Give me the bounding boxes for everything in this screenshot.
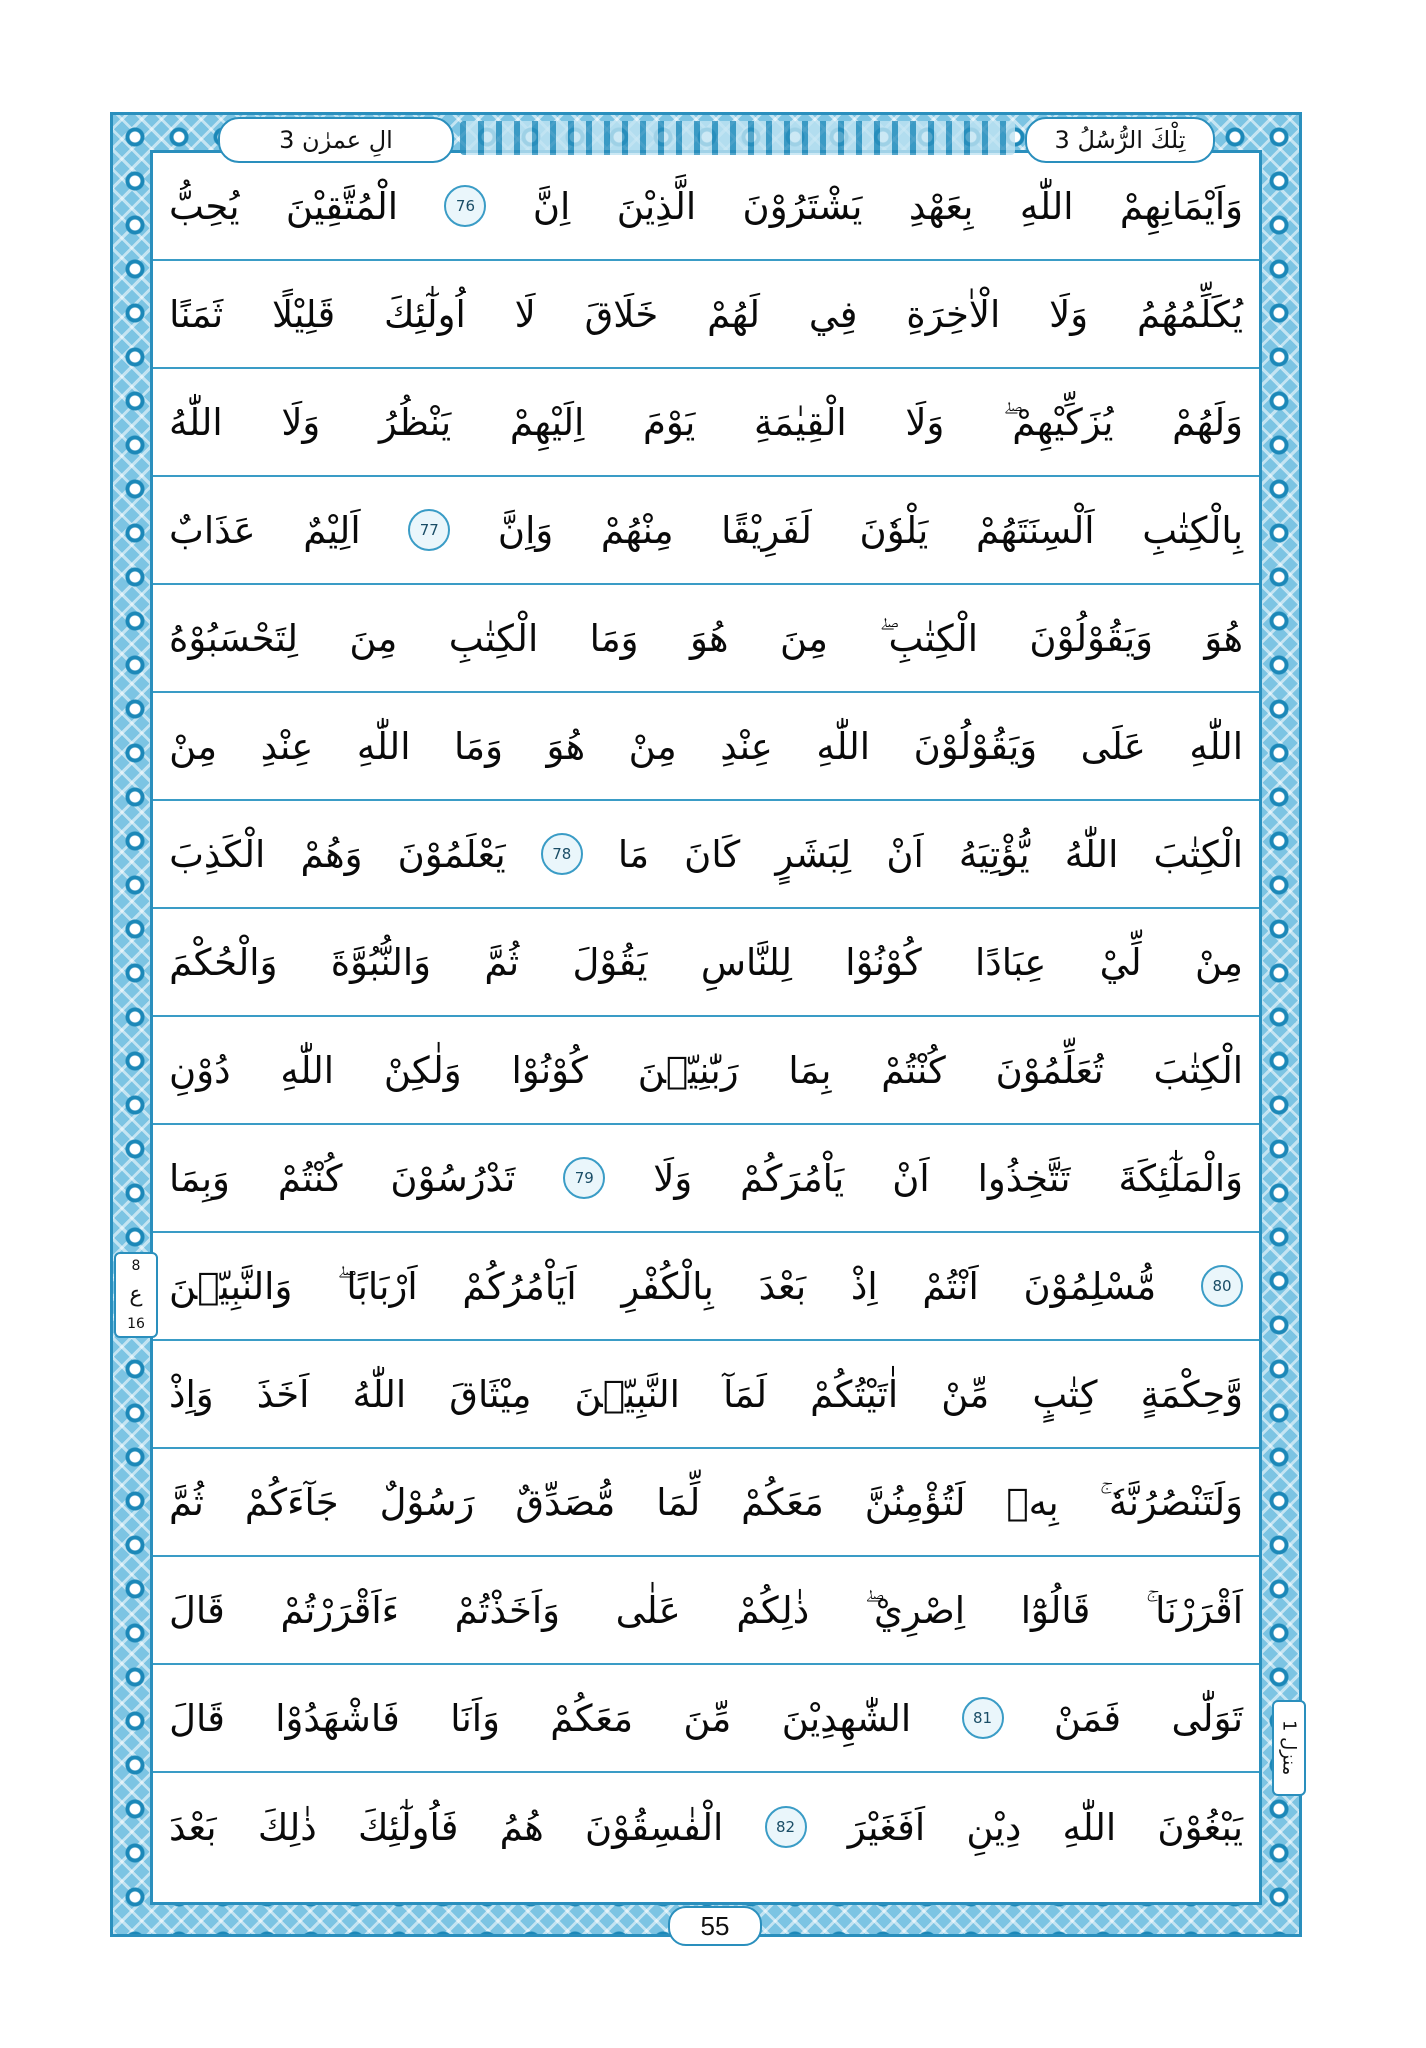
verse-word: اِصْرِيْ ۖ [864, 1588, 966, 1632]
verse-word: وَلَهُمْ [1172, 400, 1243, 444]
verse-word: وَاِذْ [169, 1372, 214, 1416]
verse-word: مَا [617, 832, 650, 876]
verse-word: بِعَهْدِ [908, 184, 974, 228]
verse-word: هُوَ [546, 724, 586, 768]
verse-word: اللّٰهِ [356, 724, 411, 768]
verse-word: الْكَذِبَ [169, 832, 266, 876]
verse-word: وَاَيْمَانِهِمْ [1119, 184, 1243, 228]
ayah-number-marker: 81 [962, 1697, 1004, 1739]
verse-word: هُوَ [1204, 616, 1243, 660]
verse-word: يَلْوٗنَ [859, 508, 929, 552]
verse-line [153, 909, 1259, 1017]
verse-word: اللّٰهِ [1189, 724, 1243, 768]
verse-word: اللّٰهُ [352, 1372, 407, 1416]
verse-word: مِنْ [1195, 940, 1243, 984]
verse-word: اَقْرَرْنَا ۚ [1145, 1588, 1243, 1632]
verse-word: لِتَحْسَبُوْهُ [169, 616, 298, 660]
verse-word: وَاَخَذْتُمْ [454, 1588, 560, 1632]
verse-word: قَالُوْٓا [1020, 1588, 1091, 1632]
verse-word: فَاشْهَدُوْا [275, 1696, 400, 1740]
verse-word: وَلَا [653, 1156, 693, 1200]
verse-line [153, 801, 1259, 909]
verse-word: خَلَاقَ [584, 292, 659, 336]
verse-word: مِنْ [169, 724, 218, 768]
verse-word: ءَاَقْرَرْتُمْ [280, 1588, 400, 1632]
verse-word: وَاَنَا [450, 1696, 500, 1740]
verse-word: وَلَا [1049, 292, 1089, 336]
verse-line [153, 1449, 1259, 1557]
verse-word: اَلِيْمٌ [303, 508, 361, 552]
verse-line [153, 369, 1259, 477]
verse-word: اَنْتُمْ [922, 1264, 979, 1308]
verse-word: مِّنْ [941, 1372, 990, 1416]
verse-word: يَنْظُرُ [379, 400, 452, 444]
verse-word: عِبَادًا [975, 940, 1047, 984]
verse-word: دُوْنِ [169, 1048, 231, 1092]
verse-word: لَمَآ [723, 1372, 768, 1416]
verse-line [153, 1557, 1259, 1665]
verse-word: اللّٰهِ [280, 1048, 335, 1092]
surah-name-text: الِ عمرٰن 3 [279, 126, 393, 154]
verse-word: يَقُوْلَ [572, 940, 648, 984]
verse-word: عِنْدِ [720, 724, 773, 768]
verse-word: اَخَذَ [256, 1372, 310, 1416]
verse-word: ثُمَّ [484, 940, 520, 984]
verse-word: وَلٰكِنْ [383, 1048, 462, 1092]
verse-word: كُنْتُمْ [277, 1156, 343, 1200]
verse-word: ذٰلِكُمْ [736, 1588, 810, 1632]
verse-word: مَعَكُمْ [741, 1480, 824, 1524]
verse-word: فَاُولٰٓئِكَ [357, 1805, 459, 1849]
verse-word: هُمُ [499, 1805, 544, 1849]
verse-word: وَالْحُكْمَ [169, 940, 278, 984]
verse-word: اللّٰهِ [1019, 184, 1074, 228]
verse-word: دِيْنِ [966, 1805, 1022, 1849]
verse-word: الْقِيٰمَةِ [754, 400, 847, 444]
verse-line [153, 477, 1259, 585]
verse-word: وَلَتَنْصُرُنَّهٗ ۚ [1099, 1480, 1243, 1524]
verse-word: اَرْبَابًا ۖ [337, 1264, 418, 1308]
verse-word: عَذَابٌ [169, 508, 256, 552]
verse-word: عِنْدِ [260, 724, 314, 768]
verse-word: الْاٰخِرَةِ [906, 292, 1001, 336]
ruku-top-number: 8 [131, 1258, 141, 1274]
verse-word: الْكِتٰبِ ۖ [879, 616, 979, 660]
verse-word: وَمَا [454, 724, 503, 768]
verse-line [153, 585, 1259, 693]
verse-word: الْكِتٰبَ [1153, 832, 1243, 876]
verse-word: مِنَ [349, 616, 398, 660]
verse-word: تُعَلِّمُوْنَ [995, 1048, 1104, 1092]
verse-word: مِيْثَاقَ [449, 1372, 532, 1416]
verse-word: اللّٰهِ [1062, 1805, 1117, 1849]
verse-word: عَلَى [1080, 724, 1146, 768]
verse-word: وَالنَّبِيّٖنَ [169, 1264, 293, 1308]
verse-word: بَعْدَ [169, 1805, 217, 1849]
verse-word: كِتٰبٍ [1032, 1372, 1098, 1416]
verse-lines [153, 153, 1259, 1881]
verse-word: عَلٰى [615, 1588, 681, 1632]
verse-word: مِنْهُمْ [600, 508, 674, 552]
verse-word: اِلَيْهِمْ [509, 400, 585, 444]
verse-word: الشّٰهِدِيْنَ [781, 1696, 912, 1740]
verse-word: يُّؤْتِيَهُ [958, 832, 1030, 876]
verse-word: قَالَ [169, 1588, 225, 1632]
verse-word: اَنْ [892, 1156, 930, 1200]
verse-word: مِنْ [628, 724, 677, 768]
verse-word: لَتُؤْمِنُنَّ [864, 1480, 966, 1524]
verse-word: تَوَلّٰى [1171, 1696, 1243, 1740]
verse-word: بِالْكِتٰبِ [1142, 508, 1243, 552]
verse-line [153, 693, 1259, 801]
verse-word: اللّٰهُ [1064, 832, 1119, 876]
verse-word: رَسُوْلٌ [379, 1480, 475, 1524]
verse-word: تَتَّخِذُوا [977, 1156, 1071, 1200]
ayah-number-marker: 80 [1201, 1265, 1243, 1307]
verse-line [153, 1125, 1259, 1233]
verse-word: يَاْمُرَكُمْ [740, 1156, 845, 1200]
verse-word: لَا [514, 292, 536, 336]
ruku-marker [114, 1252, 158, 1338]
verse-word: اِذْ [850, 1264, 878, 1308]
verse-word: مَعَكُمْ [550, 1696, 634, 1740]
verse-word: وَلَا [905, 400, 945, 444]
verse-line [153, 1017, 1259, 1125]
verse-line [153, 1773, 1259, 1881]
verse-word: لَفَرِيْقًا [721, 508, 812, 552]
manzil-text: منزل 1 [1278, 1720, 1300, 1776]
verse-word: الَّذِيْنَ [616, 184, 697, 228]
verse-word: اُولٰٓئِكَ [384, 292, 466, 336]
verse-word: وَّحِكْمَةٍ [1140, 1372, 1243, 1416]
verse-word: يُكَلِّمُهُمُ [1136, 292, 1243, 336]
verse-word: وَلَا [281, 400, 321, 444]
verse-word: وَهُمْ [300, 832, 363, 876]
verse-word: الْكِتٰبَ [1153, 1048, 1243, 1092]
verse-word: قَالَ [169, 1696, 225, 1740]
verse-word: اِنَّ [532, 184, 571, 228]
ayah-number-marker: 76 [444, 185, 486, 227]
verse-word: ثُمَّ [169, 1480, 204, 1524]
ayah-number-marker: 78 [541, 833, 583, 875]
juz-name-text: تِلْكَ الرُّسُلُ 3 [1054, 126, 1186, 154]
verse-word: الْكِتٰبِ [448, 616, 539, 660]
verse-word: يَعْلَمُوْنَ [397, 832, 506, 876]
verse-word: يُزَكِّيْهِمْ ۖ [1003, 400, 1114, 444]
ayah-number-marker: 77 [408, 509, 450, 551]
verse-word: الْمُتَّقِيْنَ [285, 184, 399, 228]
verse-line [153, 1233, 1259, 1341]
ayah-number-marker: 82 [765, 1806, 807, 1848]
verse-line [153, 153, 1259, 261]
verse-word: وَاِنَّ [497, 508, 554, 552]
verse-line [153, 1341, 1259, 1449]
verse-word: لِّمَا [656, 1480, 701, 1524]
verse-word: لِلنَّاسِ [700, 940, 792, 984]
page-number [668, 1906, 762, 1946]
verse-word: يَبْغُوْنَ [1157, 1805, 1243, 1849]
verse-word: وَبِمَا [169, 1156, 230, 1200]
verse-word: بِهٖ [1006, 1480, 1059, 1524]
verse-word: اَلْسِنَتَهُمْ [976, 508, 1095, 552]
verse-word: قَلِيْلًا [272, 292, 336, 336]
verse-word: بَعْدَ [758, 1264, 807, 1308]
verse-word: مُّسْلِمُوْنَ [1023, 1264, 1157, 1308]
ayah-number-marker: 79 [563, 1157, 605, 1199]
verse-word: جَآءَكُمْ [244, 1480, 339, 1524]
verse-word: وَمَا [589, 616, 639, 660]
verse-word: اَفَغَيْرَ [847, 1805, 926, 1849]
verse-word: يَوْمَ [643, 400, 696, 444]
verse-word: اٰتَيْتُكُمْ [810, 1372, 899, 1416]
page-number-text: 55 [700, 1910, 730, 1941]
verse-word: لِبَشَرٍ [775, 832, 852, 876]
verse-word: اللّٰهِ [816, 724, 871, 768]
verse-word: ذٰلِكَ [257, 1805, 317, 1849]
verse-word: الْفٰسِقُوْنَ [585, 1805, 724, 1849]
header-ornament [460, 121, 1015, 155]
ruku-bottom-number: 16 [127, 1316, 145, 1332]
verse-word: بِالْكُفْرِ [621, 1264, 714, 1308]
verse-word: وَيَقُوْلُوْنَ [913, 724, 1038, 768]
verse-word: لَهُمْ [707, 292, 761, 336]
verse-word: فِي [808, 292, 858, 336]
verse-word: كُنْتُمْ [881, 1048, 946, 1092]
verse-word: تَدْرُسُوْنَ [390, 1156, 516, 1200]
manzil-marker [1272, 1700, 1306, 1796]
verse-word: وَالنُّبُوَّةَ [330, 940, 432, 984]
verse-word: وَالْمَلٰٓئِكَةَ [1118, 1156, 1243, 1200]
verse-word: مُّصَدِّقٌ [515, 1480, 616, 1524]
verse-line [153, 261, 1259, 369]
verse-line [153, 1665, 1259, 1773]
verse-word: فَمَنْ [1053, 1696, 1122, 1740]
verse-word: ثَمَنًا [169, 292, 224, 336]
verse-word: كُوْنُوْا [845, 940, 922, 984]
verse-word: مِّنَ [683, 1696, 732, 1740]
verse-word: يُحِبُّ [169, 184, 240, 228]
verse-word: لِّيْ [1099, 940, 1142, 984]
verse-word: كَانَ [684, 832, 741, 876]
verse-word: اَنْ [886, 832, 924, 876]
verse-word: يَشْتَرُوْنَ [742, 184, 863, 228]
verse-word: وَيَقُوْلُوْنَ [1029, 616, 1153, 660]
verse-word: النَّبِيّٖنَ [574, 1372, 680, 1416]
ruku-mark: ع [129, 1282, 143, 1307]
verse-word: رَبّٰنِيّٖنَ [637, 1048, 739, 1092]
verse-word: كُوْنُوْا [511, 1048, 588, 1092]
verse-word: اَيَاْمُرُكُمْ [462, 1264, 577, 1308]
verse-word: مِنَ [779, 616, 828, 660]
verse-word: هُوَ [689, 616, 729, 660]
verse-word: اللّٰهُ [169, 400, 223, 444]
verse-word: بِمَا [788, 1048, 832, 1092]
